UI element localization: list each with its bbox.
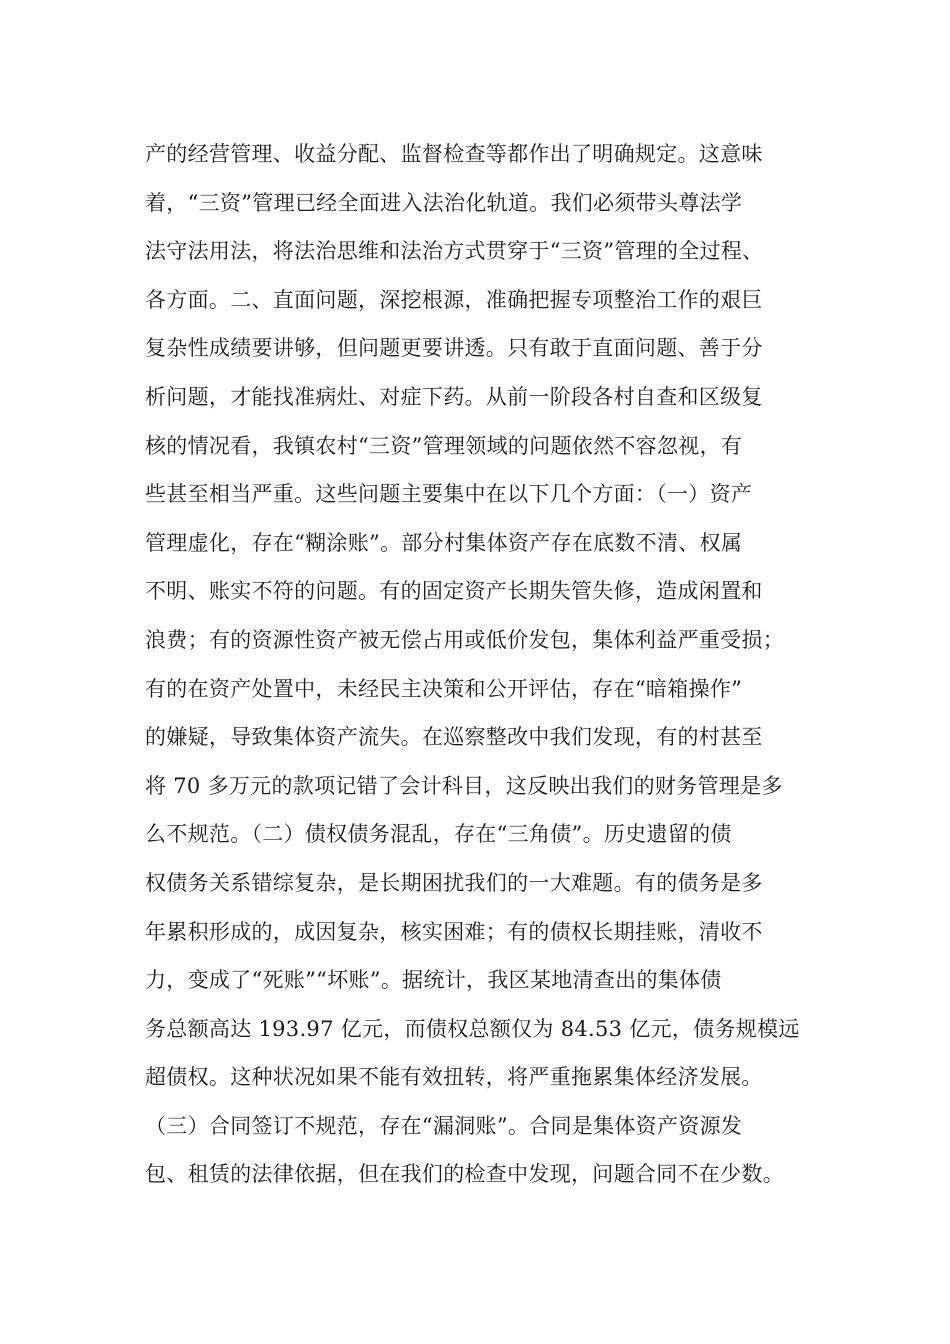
body-text xyxy=(145,130,825,1199)
text-line: 析问题，才能找准病灶、对症下药。从前一阶段各村自查和区级复 xyxy=(145,384,763,409)
text-line: 么不规范。（二）债权债务混乱，存在“三角债”。历史遗留的债 xyxy=(145,822,732,847)
text-line: 核的情况看，我镇农村“三资”管理领域的问题依然不容忽视，有 xyxy=(145,433,743,458)
text-line: 复杂性成绩要讲够，但问题更要讲透。只有敢于直面问题、善于分 xyxy=(145,336,763,361)
text-line: 包、租赁的法律依据，但在我们的检查中发现，问题合同不在少数。 xyxy=(145,1162,784,1187)
text-line: 不明、账实不符的问题。有的固定资产长期失管失修，造成闲置和 xyxy=(145,579,763,604)
text-line: 产的经营管理、收益分配、监督检查等都作出了明确规定。这意味 xyxy=(145,142,763,166)
text-line: 些甚至相当严重。这些问题主要集中在以下几个方面：（一）资产 xyxy=(145,482,753,507)
text-line: 力，变成了“死账”“坏账”。据统计，我区某地清查出的集体债 xyxy=(145,968,722,993)
text-line: 的嫌疑，导致集体资产流失。在巡察整改中我们发现，有的村甚至 xyxy=(145,725,763,750)
text-line: 有的在资产处置中，未经民主决策和公开评估，存在“暗箱操作” xyxy=(145,676,743,701)
text-line: （三）合同签订不规范，存在“漏洞账”。合同是集体资产资源发 xyxy=(145,1113,743,1138)
text-line: 年累积形成的，成因复杂，核实困难；有的债权长期挂账，清收不 xyxy=(145,919,763,944)
text-line: 务总额高达 193.97 亿元，而债权总额仅为 84.53 亿元，债务规模远 xyxy=(145,1016,800,1041)
text-line: 将 70 多万元的款项记错了会计科目，这反映出我们的财务管理是多 xyxy=(145,773,783,798)
text-line: 管理虚化，存在“糊涂账”。部分村集体资产存在底数不清、权属 xyxy=(145,530,743,555)
text-line: 法守法用法，将法治思维和法治方式贯穿于“三资”管理的全过程、 xyxy=(145,239,764,264)
text-line: 权债务关系错综复杂，是长期困扰我们的一大难题。有的债务是多 xyxy=(145,870,763,895)
text-line: 各方面。二、直面问题，深挖根源，准确把握专项整治工作的艰巨 xyxy=(145,287,763,312)
text-line: 超债权。这种状况如果不能有效扭转，将严重拖累集体经济发展。 xyxy=(145,1065,763,1090)
text-line: 着，“三资”管理已经全面进入法治化轨道。我们必须带头尊法学 xyxy=(145,190,743,215)
text-line: 浪费；有的资源性资产被无偿占用或低价发包，集体利益严重受损； xyxy=(145,627,784,652)
